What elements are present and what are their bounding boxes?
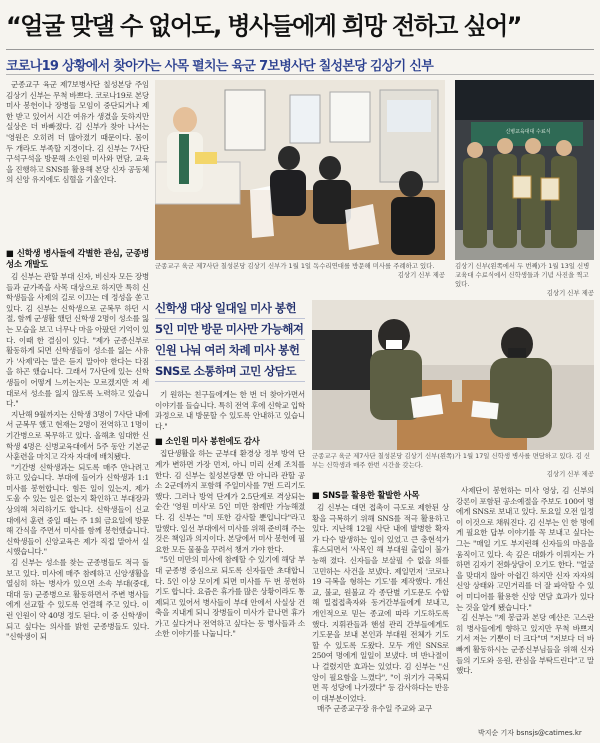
mass-photo-illustration: [155, 80, 445, 260]
left-paragraph: 김 신부는 성소를 찾는 군종병들도 적극 돌보고 있다. 미사에 매주 참례하고 신앙생활을 열심히 하는 병사가 있으면 소속 부대(중대, 대대 등) 군종병으로 활동하면서 주변 병사들에게 선교할 수 있도록 연결해 주고 있다. 이런 인원이 약 40명 정도 된다. 이 중 신학생이 되고 싶다는 의사를 밝힌 군종병들도 있다. "신학생이 되: [6, 558, 149, 642]
byline: 박지순 기자 bsnsjs@catimes.kr: [478, 729, 582, 737]
photo-counseling-credit: 김상기 신부 제공: [546, 470, 594, 478]
headline-divider: [6, 49, 594, 50]
headline: “얼굴 맞댈 수 없어도, 병사들에게 희망 전하고 싶어”: [6, 12, 521, 40]
subheadline: 코로나19 상황에서 찾아가는 사목 펼치는 육군 7보병사단 칠성본당 김상기 신부: [6, 59, 434, 74]
photo-mass-credit: 김상기 신부 제공: [397, 271, 445, 279]
middle-column: [155, 390, 305, 736]
left-column: [6, 244, 149, 736]
photo-counseling-caption: [312, 452, 594, 479]
pull-quote-line: 인원 나눠 여러 차례 미사 봉헌: [155, 340, 305, 361]
photo-banner-text: 신병교육대대 수료식: [505, 129, 551, 135]
pull-quote-line: 5인 미만 방문 미사만 가능해져: [155, 319, 305, 340]
subhead-divider: [6, 74, 594, 75]
section-heading-sns: ■ SNS를 활용한 활발한 사목: [312, 490, 420, 500]
pull-quote: [155, 298, 305, 382]
photo-graduation-credit: 김상기 신부 제공: [546, 289, 594, 297]
photo-counseling: [312, 300, 594, 450]
photo-graduation-caption: [455, 262, 594, 298]
left-paragraph: "기간병 신학생과는 되도록 매주 만나려고 하고 있습니다. 부대에 들어가 신학생과 1:1 미사를 봉헌합니다. 힘든 일이 있는지, 제가 도울 수 있는 일은 없는지 확인하고 부대장과 상의해 처리하기도 합니다. 신학생들이 신교대에서 훈련 중일 때는 주 1회 금요일에 방문해 간식을 주면서 미사를 함께 봉헌했습니다. 신학생들이 신앙교육은 제가 직접 맡아서 실시했습니다.": [6, 462, 149, 557]
sns-paragraph: 김 신부는 대면 접촉이 극도로 제한된 상황을 극복하기 위해 SNS를 적극 활용하고 있다. 지난해 12월 사단 내에 발병한 확자가 다수 발생하는 일이 있었고 큰 충현석가 휴스되면서 '사목인 해 부대원 출입이 불가능해 졌다. 신자들을 보살필 수 없을 의를 고민하는 사건을 보냈다. 제일먼저 '코로나19 극복을 형하는 기도'를 제작했다. 개신교, 불교, 원불교 각 종단별 기도문도 수합해 밀접접촉자와 동거간부들에게 보내고, 개인적으로 믿는 종교에 따라 기도하도록 했다. 지휘관들과 핸섬 관리 간부들에게도 기도문을 보내 본인과 부대원 전체가 기도할 수 있도록 도왔다. 모두 개인 SNS로 250여 명에게 일일이 보냈다. 며 반나절이나 걸렸지만 효과는 있었다. 김 신부는 "신앙이 필요함을 느꼈다", "이 위기가 극복되면 꼭 성당에 나가겠다" 등 감사하다는 반응이 대부분이었다.: [312, 503, 449, 703]
middle-paragraph: 집단생활을 하는 군부대 환경상 정부 방역 단계가 변하면 가장 먼저, 아니 미리 선제 조치를 한다. 김 신부는 칠성본당뿐 만 아니라 관할 공소 2군데까지 포함해 주일미사를 7번 드리기도 했다. 그러나 방역 단계가 2.5단계로 격상되는 순간 '영원 미사'로 5인 미만 참례만 가능해졌다. 김 신부는 "미 또한 감사할 뿐입니다"라고 말했다. 일선 부대에서 미사를 위해 준비해 주는 것은 책임과 의지이다. 본당에서 미사 봉헌에 필요한 모든 물품을 꾸려서 챙겨 가야 한다.: [155, 449, 305, 554]
intro-column: [6, 80, 149, 238]
closing-paragraph: 김 신부는 "제 봉급과 본당 예산은 고스란히 병사들에게 향하고 있지만 무척 바쁘지 기서 저는 기뿐이 더 크다"며 "저보다 더 바빠게 활동하시는 군종신부님들을 위해 신자들의 기도와 응원, 관심을 부탁드린다"고 말했다.: [456, 613, 594, 676]
photo-mass-caption-text: 군종교구 육군 제7사단 칠성본당 김상기 신부가 1월 1일 독수리연대를 방문해 미사를 주례하고 있다.: [155, 262, 435, 270]
photo-mass-caption: [155, 262, 445, 280]
photo-counseling-caption-text: 군종교구 육군 제7사단 칠성본당 김상기 신부(왼쪽)가 1월 17일 신학생 병사를 면담하고 있다. 김 신부는 신학생과 매주 한번 시간을 갖는다.: [312, 452, 591, 469]
sns-column: [312, 486, 449, 736]
photo-graduation-caption-text: 김상기 신부(왼쪽에서 두 번째)가 1월 13일 신병교육대 수료식에서 신학생들과 기념 사진을 찍고 있다.: [455, 262, 590, 288]
graduation-photo-illustration: [455, 80, 594, 260]
closing-paragraph: 사제단이 봉헌하는 미사 영상, 김 신부의 강론이 포함된 공소예절을 주보도 100여 명에게 SNS로 보내고 있다. 토요일 오전 일정이 이것으로 채워진다. 김 신부는 인 한 명에게 필요한 답부 이야기를 꼭 보내고 싶다는 그는 "매일 기도 부지런해 신자들의 마음을 움직이고 있다. 속 깊은 대화가 이뤄지는 가하면 김자기 전화상담이 오기도 한다. "얼굴을 맞대지 않아 아쉽긴 하지만 신자 자자의 신앙 상태와 고민거리를 더 잘 파악할 수 있어 미디어를 활용한 신앙 면담 효과가 있다는 것을 알게 됐습니다.": [456, 486, 594, 612]
middle-paragraph: "5인 미만의 미사에 참례할 수 있기에 해당 부대 군종병 중심으로 되도록 신자들만 초대합니다. 5인 이상 모이게 되면 미사를 두 번 봉헌하기도 합니다. 요즘은 휴가를 많은 상황이라도 통제되고 있어서 병사들이 부대 안에서 사실상 건축을 지내게 되니 장병들이 미사가 끝나면 휴가 가고 싶다거나 전역하고 싶다는 등 병사들과 소소한 이야기를 나눕니다.": [155, 555, 305, 639]
counseling-photo-illustration: [312, 300, 594, 450]
photo-graduation: [455, 80, 594, 260]
middle-paragraph: 기 원하는 친구들에게는 한 번 더 찾아가면서 이야기를 들습니다. 특히 전역 후에 신학교 입학 과정으로 내 방문할 수 있도록 안내하고 있습니다.": [155, 390, 305, 431]
section-heading-seminarians: ■ 신학생 병사들에 각별한 관심, 군종병 성소 개발도: [6, 248, 149, 269]
section-heading-small-mass: ■ 소인원 미사 봉헌에도 감사: [155, 436, 260, 447]
photo-mass: [155, 80, 445, 260]
left-paragraph: 김 신부는 관할 부대 신자, 비신자 모든 장병들과 균가족을 사목 대상으로 하지만 특히 신학생들을 사제의 길로 이끄는 데 정성을 쏟고 있다. 김 신부는 신학생으로 군복무 하던 시절, 함께 군생활 했던 신학생 2명이 성소를 잃는 모습을 보고 너무나 마음 아팠던 기억이 있다. 이때 한 결심이 있다. "제가 군종신부로 활동하게 되면 신학생들이 성소를 잃는 사유가 '사제'라는 말은 듣지 말아야 한다는 다짐을 하곤 했습니다. 그래서 7사단에 있는 신학생들이 어떻게 느끼는지는 모르겠지만 저 세대로서 성소를 잃지 않도록 노력하고 있습니다.": [6, 272, 149, 409]
intro-paragraph: 군종교구 육군 제7보병사단 칠성본당 주임 김상기 신부는 무척 바쁘다. 코로나19로 본당 미사 봉헌이나 장병들 모임이 중단되거나 제한 받고 있어서 시간 여유가 생겼을 듯하지만 실상은 더 바빠졌다. 김 신부가 찾아 나서는 '영원은 오히려 더 많아졌기 때문이다. 몸이 두 개라도 부족할 지경이다. 김 신부는 7사단 구석구석을 방문해 소인원 미사와 면담, 교육을 진행하고 SNS를 활용해 본당 신자 공동체의 신앙 유지에도 심혈을 기울인다.: [6, 80, 149, 185]
pull-quote-line: SNS로 소통하며 고민 상담도: [155, 361, 305, 382]
sns-paragraph: 매주 군종교구장 유수일 주교와 교구: [317, 704, 432, 714]
closing-column: [456, 486, 594, 726]
pull-quote-line: 신학생 대상 일대일 미사 봉헌: [155, 298, 305, 319]
left-paragraph: 지난해 9월까지는 신학생 3명이 7사단 내에서 군복무 했고 현재는 2명이 전역하고 1명이 기간병으로 복무하고 있다. 올해초 임대한 신학생 4명은 신병교육대에서 5주 동안 기본군사훈련을 마치고 각자 자대에 배치됐다.: [6, 409, 149, 462]
